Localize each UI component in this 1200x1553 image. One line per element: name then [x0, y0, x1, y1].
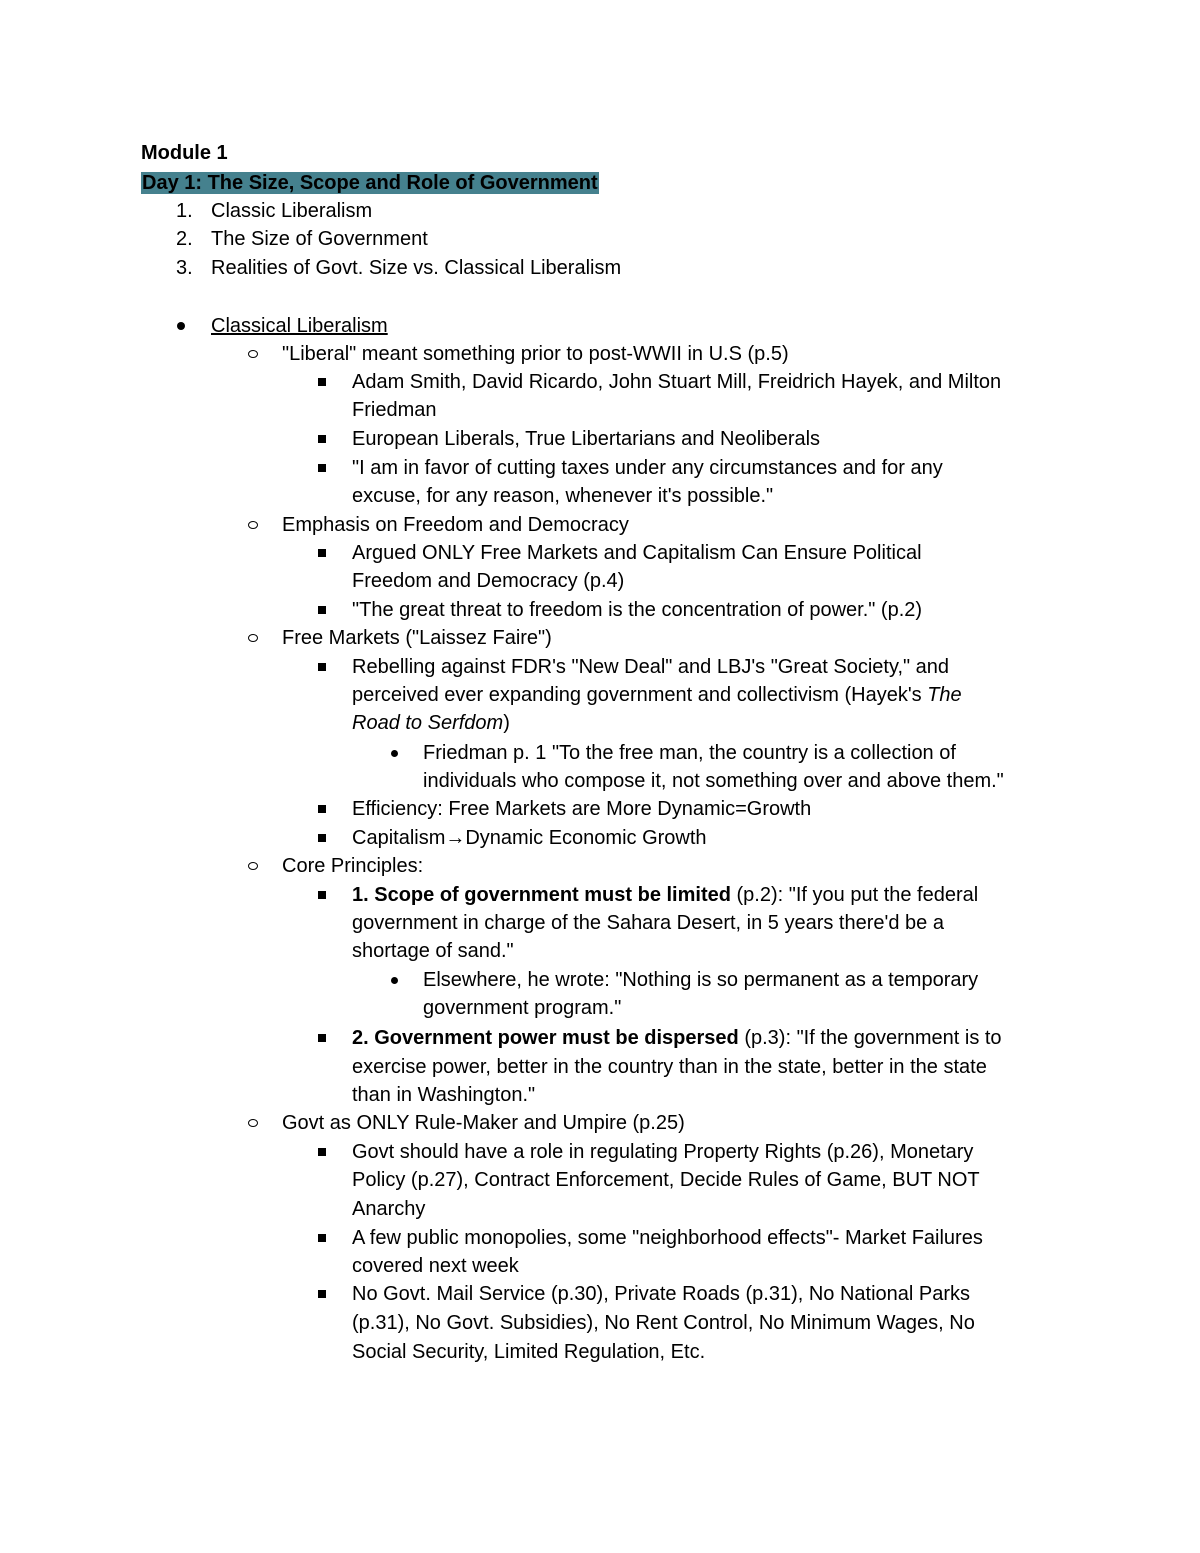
bullet-square-icon	[318, 1234, 326, 1242]
bullet-square-icon	[318, 549, 326, 557]
principle-1-title: 1. Scope of government must be limited	[352, 884, 731, 906]
outline-item-3: Realities of Govt. Size vs. Classical Liberalism	[211, 257, 622, 279]
bullet-square-icon	[318, 834, 326, 842]
module-title: Module 1	[141, 142, 228, 164]
rebel-line-2	[352, 681, 962, 709]
bullet-square-icon	[318, 435, 326, 443]
rule-maker-heading: Govt as ONLY Rule-Maker and Umpire (p.25)	[282, 1112, 685, 1134]
role-line-2: Policy (p.27), Contract Enforcement, Decide Rules of Game, BUT NOT	[352, 1169, 980, 1191]
bullet-circle-icon	[248, 521, 258, 529]
rebel-line-2-text: perceived ever expanding government and collectivism (Hayek's	[352, 684, 928, 706]
labels-line: European Liberals, True Libertarians and Neoliberals	[352, 428, 821, 450]
bullet-square-icon	[318, 805, 326, 813]
core-heading: Core Principles:	[282, 855, 424, 877]
names-line-2: Friedman	[352, 399, 437, 421]
principle-1-line-1	[352, 881, 978, 909]
monopolies-line-1: A few public monopolies, some "neighborhood effects"- Market Failures	[352, 1227, 983, 1249]
freedom-heading: Emphasis on Freedom and Democracy	[282, 514, 629, 536]
principle-2-line-1	[352, 1024, 1002, 1052]
threat-line: "The great threat to freedom is the concentration of power." (p.2)	[352, 599, 923, 621]
rebel-line-1: Rebelling against FDR's "New Deal" and LBJ's "Great Society," and	[352, 656, 950, 678]
bullet-square-icon	[318, 1034, 326, 1042]
bullet-square-icon	[318, 606, 326, 614]
taxes-line-1: "I am in favor of cutting taxes under any circumstances and for any	[352, 457, 943, 479]
monopolies-line-2: covered next week	[352, 1255, 519, 1277]
bullet-disc-icon	[391, 750, 398, 757]
book-title-part-1: The	[927, 684, 962, 706]
no-govt-line-1: No Govt. Mail Service (p.30), Private Roads (p.31), No National Parks	[352, 1283, 971, 1305]
principle-2-title: 2. Government power must be dispersed	[352, 1027, 739, 1049]
rebel-line-3	[352, 709, 510, 737]
taxes-line-2: excuse, for any reason, whenever it's possible."	[352, 485, 774, 507]
free-markets-heading: Free Markets ("Laissez Faire")	[282, 627, 552, 649]
principle-2-line-3: than in Washington."	[352, 1084, 536, 1106]
outline-number-2: 2.	[176, 228, 193, 250]
principle-1-line-3: shortage of sand."	[352, 940, 514, 962]
outline-item-2: The Size of Government	[211, 228, 428, 250]
bullet-square-icon	[318, 663, 326, 671]
outline-number-3: 3.	[176, 257, 193, 279]
no-govt-line-2: (p.31), No Govt. Subsidies), No Rent Control, No Minimum Wages, No	[352, 1312, 975, 1334]
elsewhere-line-1: Elsewhere, he wrote: "Nothing is so permanent as a temporary	[423, 969, 979, 991]
bullet-circle-icon	[248, 350, 258, 358]
bullet-disc-icon	[391, 977, 398, 984]
section-heading: Classical Liberalism	[211, 315, 388, 337]
day-heading	[141, 169, 599, 197]
principle-2-line-2: exercise power, better in the country than in the state, better in the state	[352, 1056, 987, 1078]
bullet-disc-icon	[177, 322, 185, 330]
outline-item-1: Classic Liberalism	[211, 200, 373, 222]
role-line-3: Anarchy	[352, 1198, 426, 1220]
bullet-square-icon	[318, 378, 326, 386]
elsewhere-line-2: government program."	[423, 997, 622, 1019]
liberal-meaning: "Liberal" meant something prior to post-WWII in U.S (p.5)	[282, 343, 789, 365]
principle-1-line-2: government in charge of the Sahara Desert, in 5 years there'd be a	[352, 912, 944, 934]
argued-line-1: Argued ONLY Free Markets and Capitalism Can Ensure Political	[352, 542, 922, 564]
bullet-square-icon	[318, 464, 326, 472]
principle-1-text: (p.2): "If you put the federal	[730, 884, 979, 906]
efficiency-line: Efficiency: Free Markets are More Dynamic=Growth	[352, 798, 812, 820]
bullet-circle-icon	[248, 862, 258, 870]
rebel-line-3-text: )	[503, 712, 510, 734]
names-line-1: Adam Smith, David Ricardo, John Stuart Mill, Freidrich Hayek, and Milton	[352, 371, 1002, 393]
bullet-square-icon	[318, 1290, 326, 1298]
role-line-1: Govt should have a role in regulating Property Rights (p.26), Monetary	[352, 1141, 974, 1163]
friedman-line-1: Friedman p. 1 "To the free man, the country is a collection of	[423, 742, 956, 764]
bullet-square-icon	[318, 891, 326, 899]
capitalism-line: Capitalism→Dynamic Economic Growth	[352, 827, 707, 849]
bullet-circle-icon	[248, 1119, 258, 1127]
no-govt-line-3: Social Security, Limited Regulation, Etc.	[352, 1341, 706, 1363]
book-title-part-2: Road to Serfdom	[352, 712, 504, 734]
bullet-square-icon	[318, 1148, 326, 1156]
friedman-line-2: individuals who compose it, not something over and above them."	[423, 770, 1004, 792]
principle-2-text: (p.3): "If the government is to	[738, 1027, 1002, 1049]
bullet-circle-icon	[248, 634, 258, 642]
argued-line-2: Freedom and Democracy (p.4)	[352, 570, 625, 592]
day-heading-highlight: Day 1: The Size, Scope and Role of Government	[142, 172, 598, 194]
outline-number-1: 1.	[176, 200, 193, 222]
